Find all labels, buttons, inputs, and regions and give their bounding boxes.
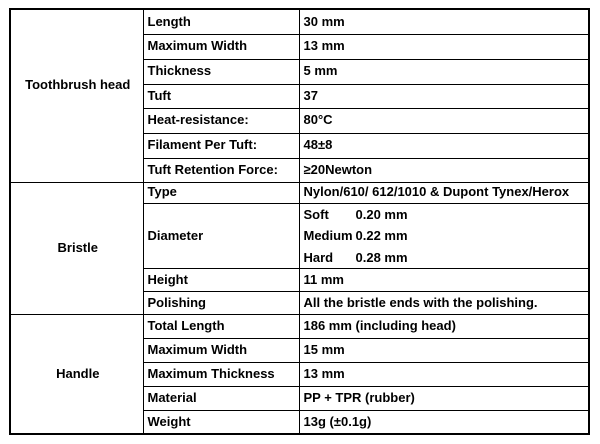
spec-value-cell: 48±8 — [299, 133, 589, 158]
spec-value-cell: 13 mm — [299, 363, 589, 387]
diameter-value: 0.20 mm — [355, 206, 408, 222]
spec-label-cell: Tuft Retention Force: — [143, 158, 299, 182]
spec-value-cell: 15 mm — [299, 339, 589, 363]
spec-label-cell: Tuft — [143, 84, 299, 108]
spec-label-cell: Maximum Thickness — [143, 363, 299, 387]
spec-label-cell: Type — [143, 182, 299, 203]
spec-label-cell: Polishing — [143, 292, 299, 315]
spec-label-cell: Weight — [143, 411, 299, 434]
spec-label-cell: Filament Per Tuft: — [143, 133, 299, 158]
diameter-value: 0.28 mm — [355, 249, 408, 265]
spec-value-cell: 80°C — [299, 108, 589, 133]
spec-label-cell: Thickness — [143, 59, 299, 84]
spec-value-cell: 11 mm — [299, 269, 589, 292]
spec-value-cell: 13 mm — [299, 34, 589, 59]
spec-value-cell — [299, 203, 589, 269]
spec-label-cell: Heat-resistance: — [143, 108, 299, 133]
spec-label-cell: Total Length — [143, 315, 299, 339]
spec-value-cell: PP + TPR (rubber) — [299, 387, 589, 411]
spec-value-cell: 13g (±0.1g) — [299, 411, 589, 434]
group-cell: Toothbrush head — [10, 9, 143, 182]
spec-label-cell: Maximum Width — [143, 339, 299, 363]
toothbrush-spec-table — [9, 8, 590, 435]
diameter-grade-label: Soft — [303, 206, 329, 222]
diameter-line — [304, 247, 587, 269]
spec-value-cell: 37 — [299, 84, 589, 108]
table-row — [10, 9, 589, 34]
spec-label-cell: Height — [143, 269, 299, 292]
spec-value-cell: All the bristle ends with the polishing. — [299, 292, 589, 315]
group-cell: Bristle — [10, 182, 143, 315]
spec-label-cell: Length — [143, 9, 299, 34]
diameter-grade-label: Medium — [303, 228, 353, 243]
diameter-line — [304, 225, 587, 247]
table-row — [10, 182, 589, 203]
spec-table-body — [10, 9, 589, 434]
spec-label-cell: Diameter — [143, 203, 299, 269]
spec-label-cell: Maximum Width — [143, 34, 299, 59]
spec-label-cell: Material — [143, 387, 299, 411]
spec-value-cell: ≥20Newton — [299, 158, 589, 182]
spec-value-cell: 30 mm — [299, 9, 589, 34]
group-cell: Handle — [10, 315, 143, 434]
diameter-value: 0.22 mm — [355, 228, 408, 243]
spec-value-cell: 186 mm (including head) — [299, 315, 589, 339]
diameter-line — [304, 204, 587, 226]
diameter-grade-label: Hard — [303, 249, 334, 265]
spec-value-cell: Nylon/610/ 612/1010 & Dupont Tynex/Herox — [299, 182, 589, 203]
spec-value-cell: 5 mm — [299, 59, 589, 84]
table-row — [10, 315, 589, 339]
